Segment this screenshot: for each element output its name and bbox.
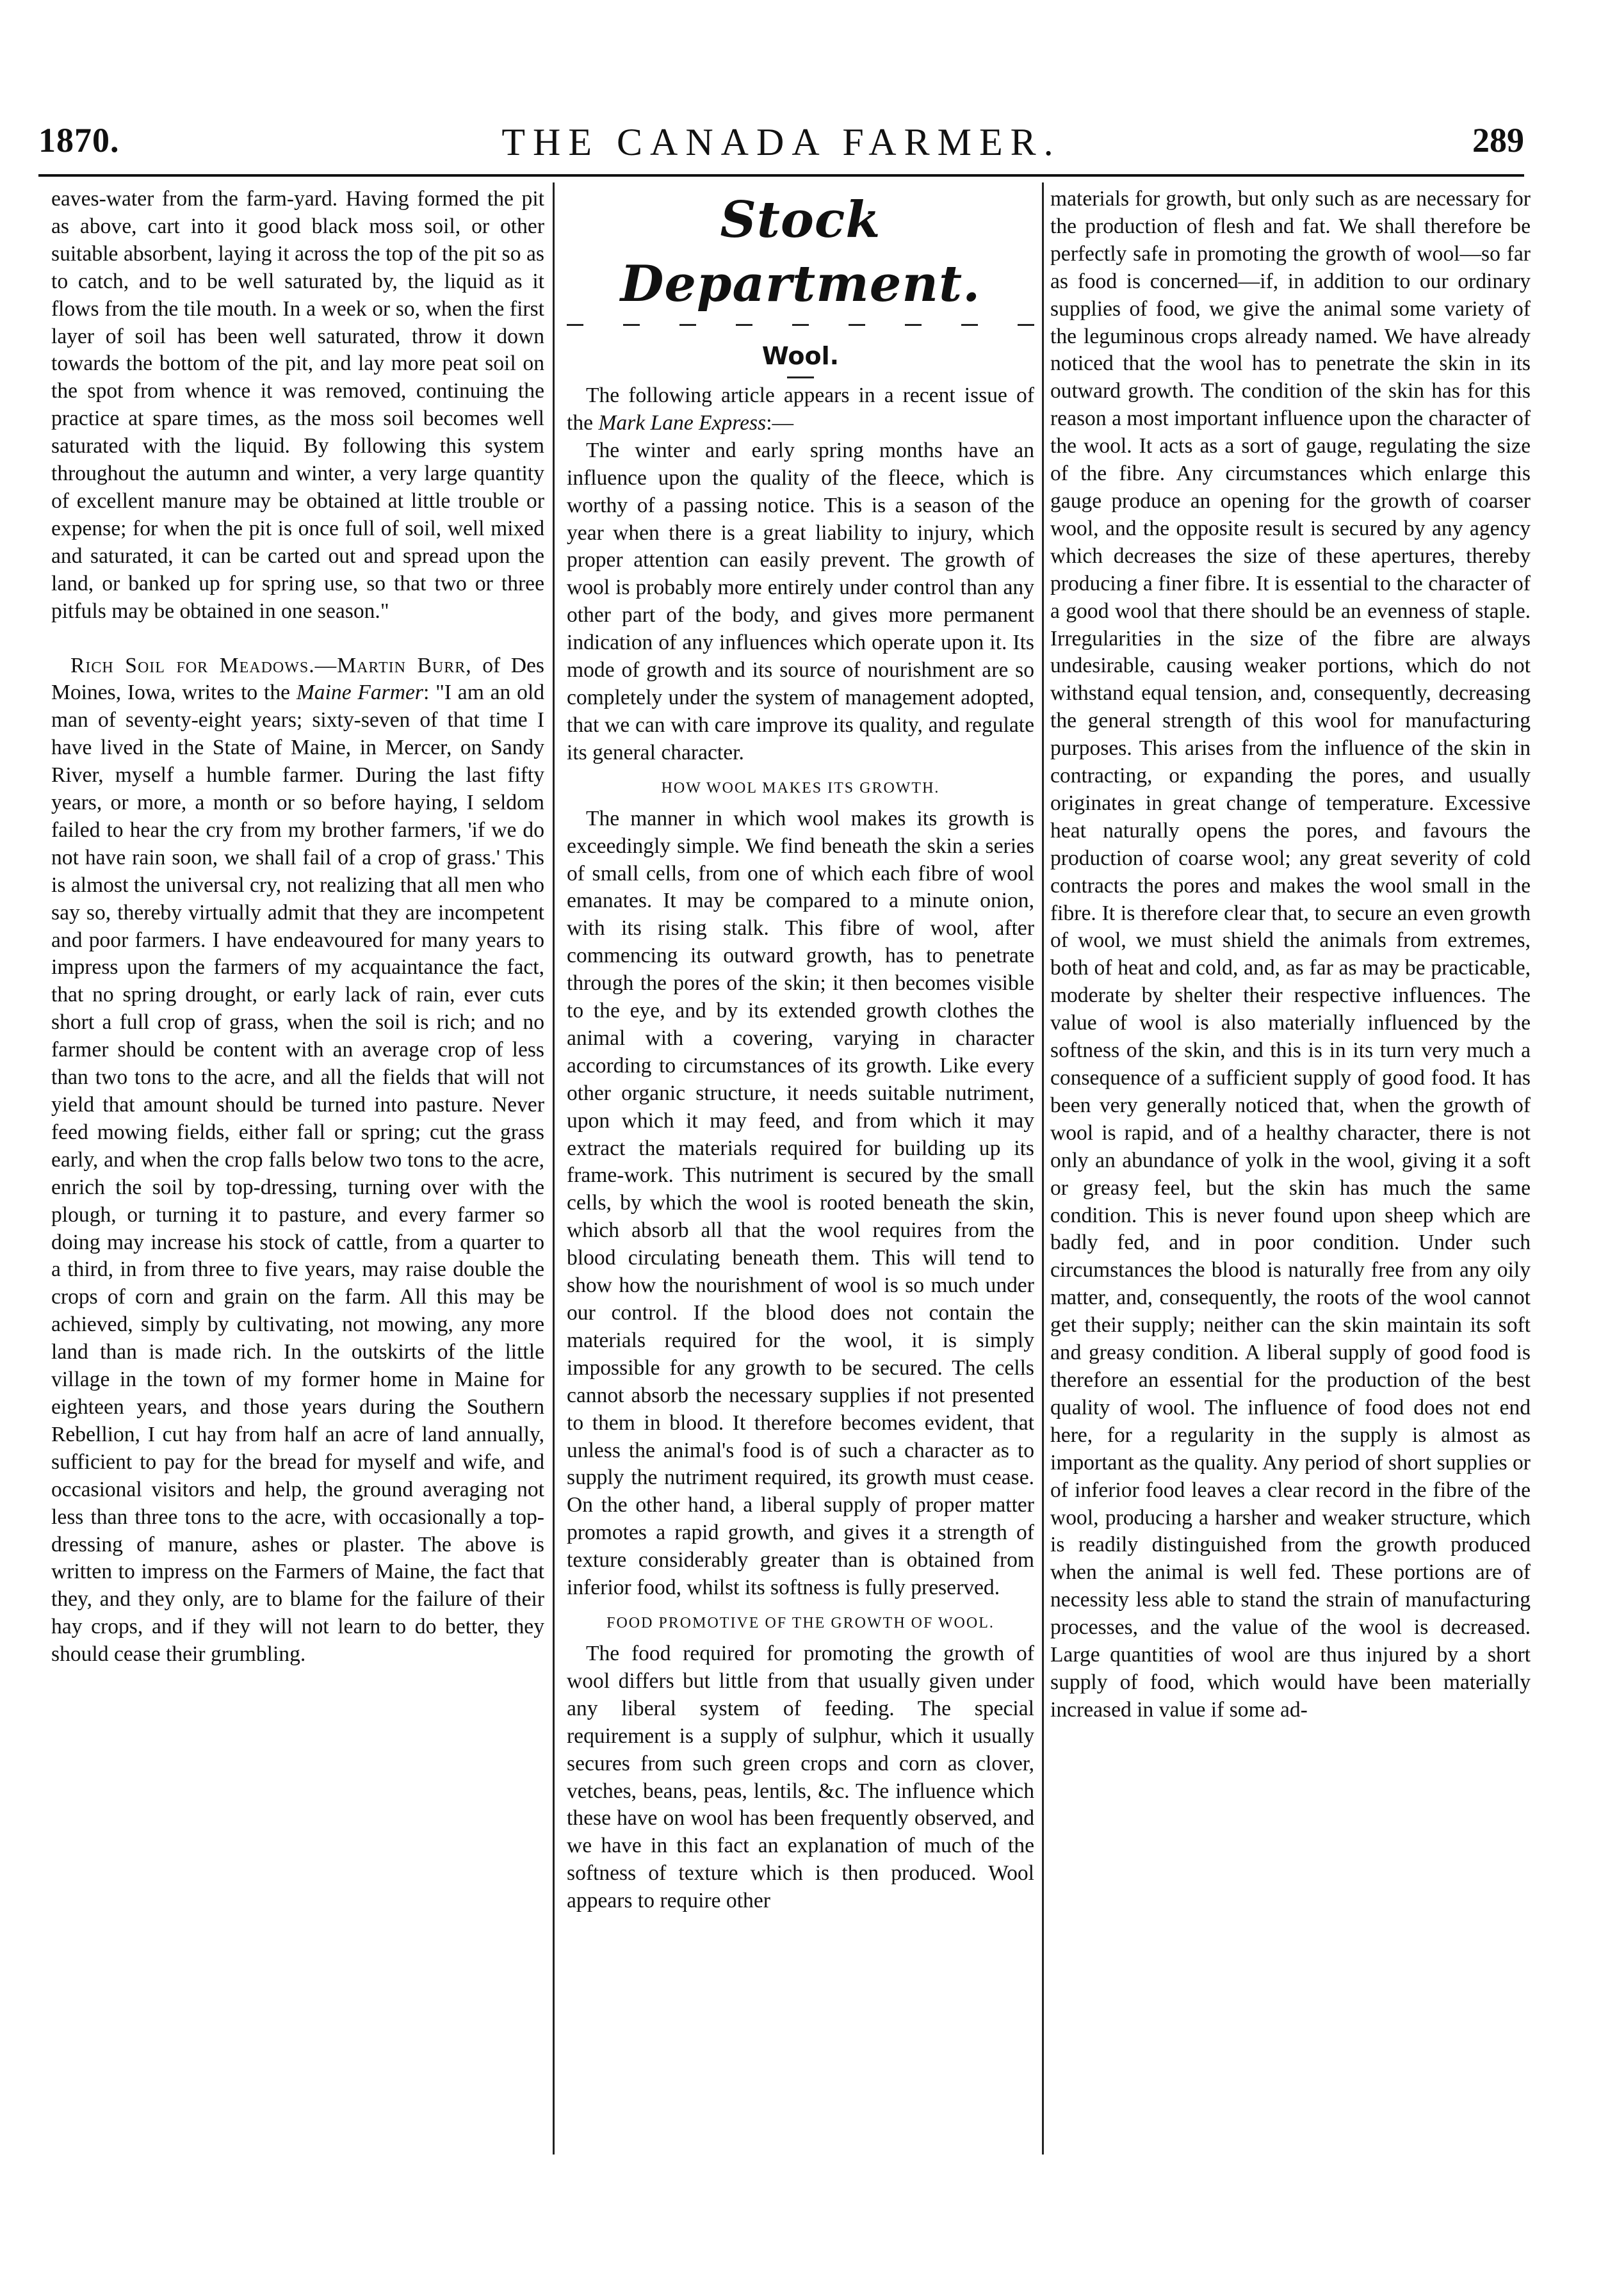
article-title-rule bbox=[787, 376, 814, 378]
rich-soil-lead: of Des Moines, Iowa, writes to the bbox=[51, 653, 544, 705]
column-divider-1 bbox=[553, 182, 555, 2155]
column-2 bbox=[567, 186, 1034, 2171]
article-intro-tail: :— bbox=[766, 410, 794, 435]
rich-soil-body: : "I am an old man of seventy-eight years; sixty-seven of that time I have lived in the State of Maine, in Mercer, on Sandy River, myself a humble farmer. During the last fifty years, or more, a month or so before haying, I seldom failed to hear the cry from my brother farmers, 'if we do not have rain soon, we shall fail of a crop of grass.' This is almost the universal cry, not realizing that all men who say so, thereby virtually admit that they are incompetent and poor farmers. I have endeavoured for many years to impress upon the farmers of my acquaintance the fact, that no spring drought, or early lack of rain, ever cuts short a full crop of grass, when the soil is rich; and no farmer should be content with an average crop of less than two tons to the acre, and all the fields that will not yield that amount should be turned into pasture. Never feed mowing fields, either fall or spring; cut the grass early, and when the crop falls below two tons to the acre, enrich the soil by top-dressing, turning over with the plough, or turning it to pasture, and every farmer so doing may increase his stock of cattle, from a quarter to a third, in from three to five years, may raise double the crops of corn and grain on the farm. All this may be achieved, simply by cultivating, not mowing, any more land than is made rich. In the outskirts of the little village in the town of my former home in Maine for eighteen years, and those years during the Southern Rebellion, I cut hay from half an acre of land annually, sufficient to pay for the bread for myself and wife, and occasional visitors and help, the ground averaging not less than three tons to the acre, with occasionally a top-dressing of manure, ashes or plaster. The above is written to impress on the Farmers of Maine, the fact that they, and they only, are to blame for the failure of their hay crops, and if they will not learn to do better, they should cease their grumbling. bbox=[51, 681, 544, 1667]
column-1 bbox=[51, 186, 544, 2171]
column-divider-2 bbox=[1042, 182, 1044, 2155]
header-title: THE CANADA FARMER. bbox=[501, 121, 1061, 163]
article-intro-lead: The following article appears in a recent issue of the bbox=[567, 384, 1034, 435]
department-title: Stock Department. bbox=[620, 191, 981, 313]
page-header bbox=[38, 120, 1524, 172]
subheading-food: FOOD PROMOTIVE OF THE GROWTH OF WOOL. bbox=[606, 1614, 995, 1631]
header-page-number: 289 bbox=[1472, 121, 1524, 159]
article-title: Wool. bbox=[761, 342, 840, 370]
column-3 bbox=[1050, 186, 1531, 2171]
manure-pit-paragraph: eaves-water from the farm-yard. Having formed the pit as above, cart into it good black moss soil, or other suitable absorbent, laying it across the top of the pit so as to catch, and to be well saturated by, the liquid as it flows from the tile mouth. In a week or so, when the first layer of soil has been well saturated, throw it down towards the bottom of the pit, and lay more peat soil on the spot from whence it was removed, continuing the practice at spare times, as the moss soil becomes well saturated with the liquid. By following this system throughout the autumn and winter, a very large quantity of excellent manure may be obtained at little trouble or expense; for when the pit is once full of soil, well mixed and saturated, it can be carted out and spread upon the land, or banked up for spring use, so that two or three pitfuls may be obtained in one season." bbox=[51, 187, 544, 623]
header-year: 1870. bbox=[38, 121, 120, 159]
header-rule bbox=[38, 174, 1524, 177]
paragraph-gap bbox=[51, 626, 544, 652]
wool-paragraph-3: The food required for promoting the growth of wool differs but little from that usually given under any liberal system of feeding. The special requirement is a supply of sulphur, which it usually secures from such green crops and corn as clover, vetches, beans, peas, lentils, &c. The influence which these have on wool has been frequently observed, and we have in this fact an explanation of much of the softness of texture which is then produced. Wool appears to require other bbox=[567, 1641, 1034, 1913]
department-rule bbox=[567, 320, 1034, 329]
article-intro-source: Mark Lane Express bbox=[598, 410, 767, 435]
rich-soil-author: —Martin Burr, bbox=[314, 653, 472, 677]
wool-continuation-paragraph: materials for growth, but only such as are necessary for the production of flesh and fat. We shall therefore be perfectly safe in promoting the growth of wool—so far as food is concerned—if, in addition to our ordinary supplies of food, we give the animal some variety of the leguminous crops already named. We have already noticed that the wool has to penetrate the skin in its outward growth. The condition of the skin has for this reason a most important influence upon the character of the wool. It acts as a sort of gauge, regulating the size of the fibre. Any circumstances which enlarge this gauge produce an opening for the growth of coarser wool, and the opposite result is secured by any agency which decreases the size of these apertures, thereby producing a finer fibre. It is essential to the character of a good wool that there should be an evenness of staple. Irregularities in the size of the fibre are always undesirable, causing weaker portions, which do not withstand equal tension, and, consequently, decreasing the general strength of this wool for manufacturing purposes. This arises from the influence of the skin in contracting, or expanding the pores, and usually originates in great change of temperature. Excessive heat naturally opens the pores, and favours the production of coarse wool; any great severity of cold contracts the pores and makes the wool small in the fibre. It is therefore clear that, to secure an even growth of wool, we must shield the animals from extremes, both of heat and cold, and, as far as may be practicable, moderate by shelter their respective influences. The value of wool is also materially influenced by the softness of the skin, and this is in its turn very much a consequence of a sufficient supply of good food. It has been very generally noticed that, when the growth of wool is rapid, and of a healthy character, there is not only an abundance of yolk in the wool, giving it a soft or greasy feel, but the skin has much the same condition. This is never found upon sheep which are badly fed, and in poor condition. Under such circumstances the blood is naturally free from any oily matter, and, consequently, the roots of the wool cannot get their supply; neither can the skin maintain its soft and greasy condition. A liberal supply of good food is therefore an essential for the production of the best quality of wool. The influence of food does not end here, for a regularity in the supply is almost as important as the quality. Any period of short supplies or of inferior food leaves a clear record in the fibre of the wool, producing a harsher and weaker structure, which is readily distinguished from the growth produced when the animal is well fed. These portions are of necessity less able to stand the strain of manufacturing processes, and the value of the wool is decreased. Large quantities of wool are thus injured by a short supply of food, which would have been materially increased in value if some ad- bbox=[1050, 187, 1531, 1722]
rich-soil-paper: Maine Farmer bbox=[296, 681, 423, 705]
rich-soil-paragraph bbox=[51, 652, 544, 1669]
subheading-growth: HOW WOOL MAKES ITS GROWTH. bbox=[661, 779, 940, 796]
rich-soil-title: Rich Soil for Meadows. bbox=[70, 653, 315, 677]
article-intro bbox=[567, 382, 1034, 437]
wool-paragraph-1: The winter and early spring months have an influence upon the quality of the fleece, which is worthy of a passing notice. This is a season of the year when there is a great liability to injury, which proper attention can easily prevent. The growth of wool is probably more entirely under control than any other part of the body, and gives more permanent indication of any influences which operate upon it. Its mode of growth and its source of nourishment are so completely under the system of management adopted, that we can with care improve its quality, and regulate its general character. bbox=[567, 438, 1034, 764]
wool-paragraph-2: The manner in which wool makes its growth is exceedingly simple. We find beneath the skin a series of small cells, from one of which each fibre of wool emanates. It may be compared to a minute onion, with its rising stalk. This fibre of wool, after commencing its outward growth, has to penetrate through the pores of the skin; it then becomes visible to the eye, and by its extended growth clothes the animal with a covering, varying in character according to circumstances of its growth. Like every other organic structure, it needs suitable nutriment, upon which it may feed, and from which it may extract the materials required for building up its frame-work. This nutriment is secured by the small cells, by which the wool is rooted beneath the skin, which absorb all that the wool requires from the blood circulating beneath them. This will tend to show how the nourishment of wool is so much under our control. If the blood does not contain the materials required for the wool, it is simply impossible for any growth to be secured. The cells cannot absorb the necessary supplies if not presented to them in blood. It therefore becomes evident, that unless the animal's food is of such a character as to supply the nutriment required, its growth must cease. On the other hand, a liberal supply of proper matter promotes a rapid growth, and gives it a strength of texture considerably greater than is obtained from inferior food, whilst its softness is fully preserved. bbox=[567, 806, 1034, 1600]
